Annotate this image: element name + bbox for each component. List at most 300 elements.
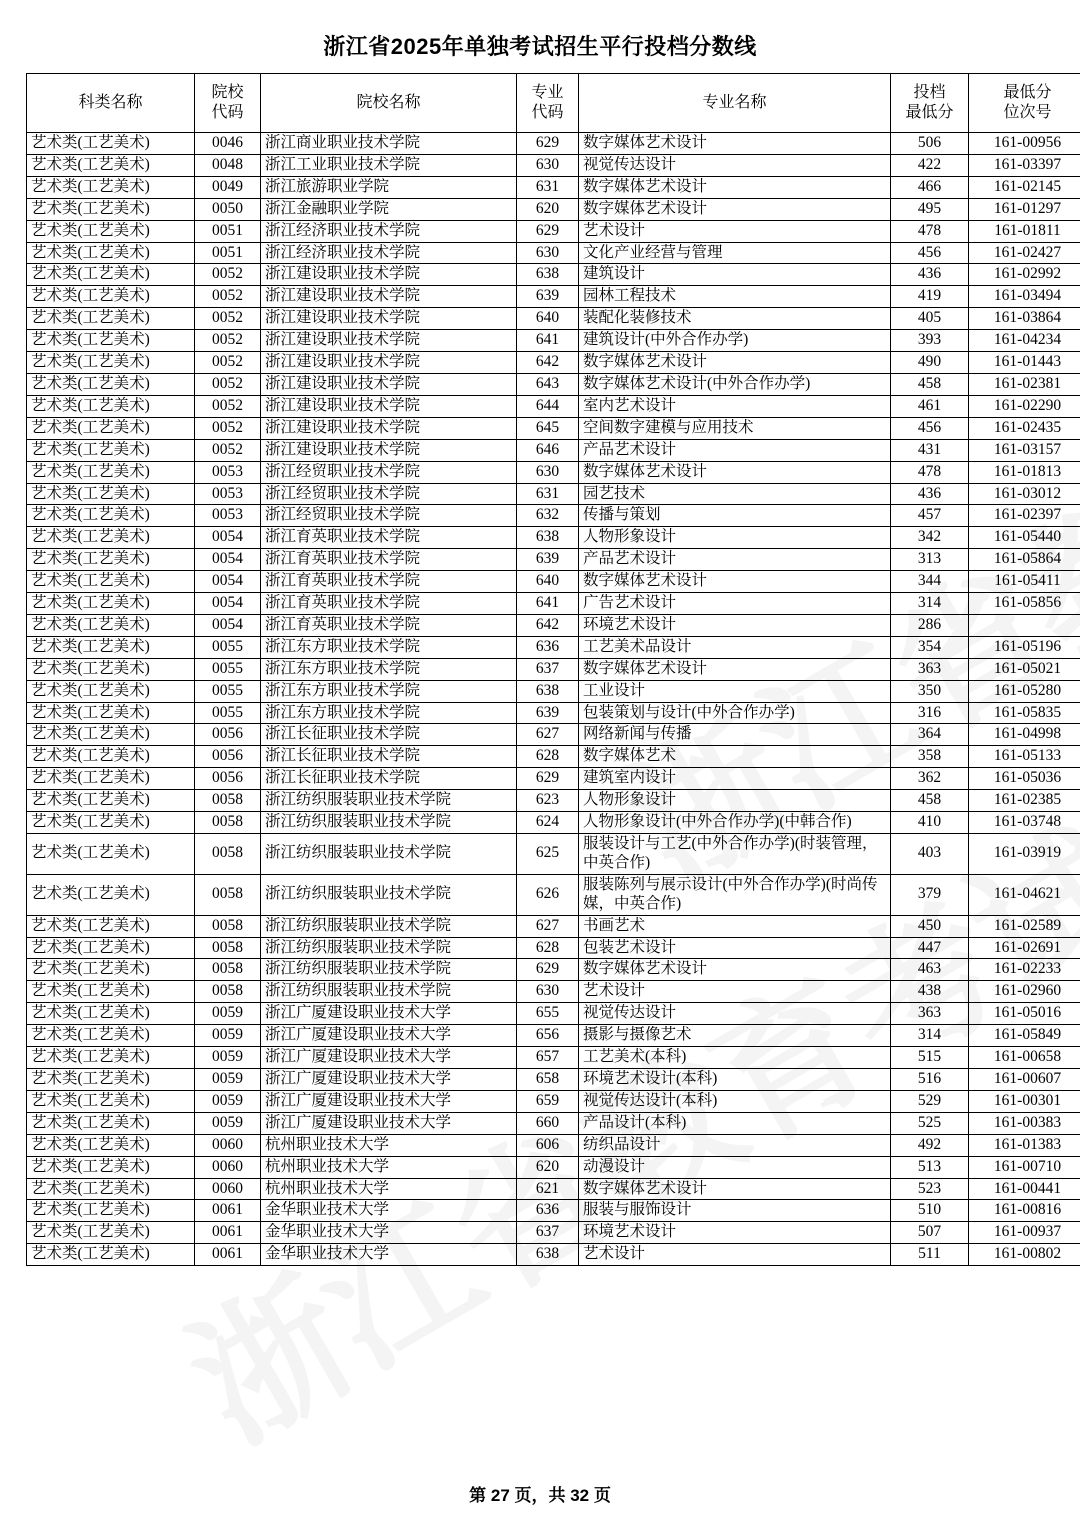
table-row (27, 768, 1080, 790)
cell-school-code: 0053 (195, 505, 261, 527)
cell-rank: 161-05036 (969, 768, 1080, 790)
cell-school-code: 0050 (195, 198, 261, 220)
cell-major-code: 638 (517, 527, 579, 549)
cell-rank: 161-05016 (969, 1003, 1080, 1025)
cell-school-name: 浙江经贸职业技术学院 (261, 483, 517, 505)
header-score-line1: 投档 (913, 84, 946, 102)
cell-score: 506 (891, 133, 969, 155)
cell-score: 525 (891, 1112, 969, 1134)
cell-school-code: 0058 (195, 937, 261, 959)
cell-school-code: 0056 (195, 746, 261, 768)
cell-major-code: 630 (517, 981, 579, 1003)
cell-school-name: 浙江长征职业技术学院 (261, 768, 517, 790)
cell-major-code: 638 (517, 264, 579, 286)
cell-major-name: 艺术设计 (579, 981, 891, 1003)
header-score-line2: 最低分 (905, 104, 954, 121)
cell-major-name: 园林工程技术 (579, 286, 891, 308)
cell-school-name: 浙江旅游职业学院 (261, 176, 517, 198)
cell-school-name: 浙江纺织服装职业技术学院 (261, 874, 517, 915)
table-row (27, 834, 1080, 875)
table-row (27, 352, 1080, 374)
cell-major-name: 文化产业经营与管理 (579, 242, 891, 264)
cell-score: 495 (891, 198, 969, 220)
cell-major-name: 工艺美术品设计 (579, 636, 891, 658)
cell-school-code: 0052 (195, 395, 261, 417)
cell-major-code: 644 (517, 395, 579, 417)
cell-school-name: 浙江经济职业技术学院 (261, 242, 517, 264)
cell-category: 艺术类(工艺美术) (27, 264, 195, 286)
table-row (27, 505, 1080, 527)
cell-category: 艺术类(工艺美术) (27, 746, 195, 768)
cell-school-code: 0052 (195, 264, 261, 286)
cell-school-name: 浙江建设职业技术学院 (261, 439, 517, 461)
cell-major-code: 628 (517, 746, 579, 768)
cell-school-name: 浙江广厦建设职业技术大学 (261, 1047, 517, 1069)
cell-major-code: 621 (517, 1178, 579, 1200)
cell-category: 艺术类(工艺美术) (27, 915, 195, 937)
cell-school-code: 0058 (195, 790, 261, 812)
page-footer: 第 27 页，共 32 页 (469, 1486, 611, 1505)
cell-score: 431 (891, 439, 969, 461)
cell-major-name: 产品设计(本科) (579, 1112, 891, 1134)
cell-major-code: 632 (517, 505, 579, 527)
cell-major-code: 631 (517, 176, 579, 198)
header-major-code (517, 74, 579, 133)
cell-category: 艺术类(工艺美术) (27, 483, 195, 505)
cell-major-code: 606 (517, 1134, 579, 1156)
cell-score: 463 (891, 959, 969, 981)
cell-major-name: 网络新闻与传播 (579, 724, 891, 746)
cell-score: 457 (891, 505, 969, 527)
cell-school-code: 0046 (195, 133, 261, 155)
cell-rank: 161-02145 (969, 176, 1080, 198)
cell-major-name: 数字媒体艺术设计 (579, 133, 891, 155)
cell-school-name: 杭州职业技术大学 (261, 1156, 517, 1178)
cell-score: 410 (891, 812, 969, 834)
cell-score: 422 (891, 154, 969, 176)
table-row (27, 1112, 1080, 1134)
cell-score: 403 (891, 834, 969, 875)
cell-score: 393 (891, 330, 969, 352)
cell-school-code: 0055 (195, 702, 261, 724)
cell-school-name: 浙江育英职业技术学院 (261, 593, 517, 615)
cell-rank: 161-05021 (969, 658, 1080, 680)
cell-major-name: 产品艺术设计 (579, 549, 891, 571)
cell-category: 艺术类(工艺美术) (27, 790, 195, 812)
cell-school-name: 浙江广厦建设职业技术大学 (261, 1090, 517, 1112)
cell-score: 478 (891, 220, 969, 242)
cell-major-name: 数字媒体艺术设计 (579, 198, 891, 220)
cell-major-name: 工业设计 (579, 680, 891, 702)
cell-major-code: 627 (517, 724, 579, 746)
cell-major-code: 646 (517, 439, 579, 461)
table-row (27, 812, 1080, 834)
cell-rank (969, 614, 1080, 636)
cell-school-code: 0052 (195, 330, 261, 352)
cell-school-name: 浙江东方职业技术学院 (261, 680, 517, 702)
cell-category: 艺术类(工艺美术) (27, 658, 195, 680)
cell-rank: 161-03864 (969, 308, 1080, 330)
table-row (27, 417, 1080, 439)
cell-score: 419 (891, 286, 969, 308)
cell-school-code: 0058 (195, 915, 261, 937)
cell-major-name: 数字媒体艺术设计(中外合作办学) (579, 373, 891, 395)
cell-school-name: 浙江长征职业技术学院 (261, 746, 517, 768)
cell-school-name: 浙江纺织服装职业技术学院 (261, 937, 517, 959)
cell-rank: 161-00802 (969, 1244, 1080, 1266)
cell-major-name: 数字媒体艺术设计 (579, 1178, 891, 1200)
cell-category: 艺术类(工艺美术) (27, 874, 195, 915)
cell-major-name: 视觉传达设计 (579, 154, 891, 176)
cell-school-name: 浙江东方职业技术学院 (261, 702, 517, 724)
table-row (27, 1047, 1080, 1069)
header-rank-line2: 位次号 (1003, 104, 1052, 121)
cell-score: 510 (891, 1200, 969, 1222)
cell-rank: 161-00441 (969, 1178, 1080, 1200)
cell-school-code: 0053 (195, 483, 261, 505)
cell-major-name: 人物形象设计(中外合作办学)(中韩合作) (579, 812, 891, 834)
cell-major-code: 639 (517, 286, 579, 308)
table-row (27, 724, 1080, 746)
cell-school-code: 0052 (195, 373, 261, 395)
cell-score: 314 (891, 1025, 969, 1047)
cell-school-name: 浙江广厦建设职业技术大学 (261, 1068, 517, 1090)
cell-major-name: 产品艺术设计 (579, 439, 891, 461)
table-row (27, 593, 1080, 615)
cell-major-code: 624 (517, 812, 579, 834)
cell-score: 354 (891, 636, 969, 658)
cell-school-code: 0052 (195, 417, 261, 439)
cell-rank: 161-00956 (969, 133, 1080, 155)
cell-category: 艺术类(工艺美术) (27, 133, 195, 155)
cell-school-name: 浙江广厦建设职业技术大学 (261, 1112, 517, 1134)
cell-major-name: 数字媒体艺术设计 (579, 658, 891, 680)
cell-school-name: 杭州职业技术大学 (261, 1134, 517, 1156)
cell-school-code: 0058 (195, 834, 261, 875)
cell-major-code: 657 (517, 1047, 579, 1069)
cell-rank: 161-03157 (969, 439, 1080, 461)
cell-major-code: 620 (517, 1156, 579, 1178)
cell-school-code: 0054 (195, 614, 261, 636)
cell-school-code: 0055 (195, 636, 261, 658)
table-row (27, 658, 1080, 680)
cell-major-name: 艺术设计 (579, 1244, 891, 1266)
cell-major-code: 638 (517, 1244, 579, 1266)
cell-category: 艺术类(工艺美术) (27, 286, 195, 308)
cell-major-name: 纺织品设计 (579, 1134, 891, 1156)
cell-category: 艺术类(工艺美术) (27, 1200, 195, 1222)
cell-school-name: 浙江经济职业技术学院 (261, 220, 517, 242)
cell-score: 450 (891, 915, 969, 937)
cell-rank: 161-02290 (969, 395, 1080, 417)
cell-major-code: 640 (517, 571, 579, 593)
cell-rank: 161-04998 (969, 724, 1080, 746)
cell-major-code: 630 (517, 154, 579, 176)
cell-category: 艺术类(工艺美术) (27, 1090, 195, 1112)
cell-rank: 161-02427 (969, 242, 1080, 264)
cell-category: 艺术类(工艺美术) (27, 154, 195, 176)
cell-score: 344 (891, 571, 969, 593)
cell-major-code: 625 (517, 834, 579, 875)
cell-major-name: 服装与服饰设计 (579, 1200, 891, 1222)
table-row (27, 571, 1080, 593)
table-row (27, 874, 1080, 915)
page-title: 浙江省2025年单独考试招生平行投档分数线 (323, 34, 757, 59)
cell-score: 478 (891, 461, 969, 483)
cell-rank: 161-02589 (969, 915, 1080, 937)
cell-category: 艺术类(工艺美术) (27, 1178, 195, 1200)
cell-major-name: 人物形象设计 (579, 790, 891, 812)
cell-major-name: 建筑设计 (579, 264, 891, 286)
cell-category: 艺术类(工艺美术) (27, 959, 195, 981)
cell-school-code: 0061 (195, 1244, 261, 1266)
cell-school-name: 浙江建设职业技术学院 (261, 352, 517, 374)
cell-score: 466 (891, 176, 969, 198)
table-row (27, 1134, 1080, 1156)
cell-school-name: 浙江纺织服装职业技术学院 (261, 834, 517, 875)
cell-major-name: 摄影与摄像艺术 (579, 1025, 891, 1047)
cell-rank: 161-02992 (969, 264, 1080, 286)
cell-score: 313 (891, 549, 969, 571)
cell-school-name: 金华职业技术大学 (261, 1200, 517, 1222)
cell-score: 492 (891, 1134, 969, 1156)
cell-major-code: 641 (517, 330, 579, 352)
table-row (27, 461, 1080, 483)
cell-major-code: 642 (517, 614, 579, 636)
header-rank-line1: 最低分 (1003, 84, 1052, 102)
cell-score: 358 (891, 746, 969, 768)
cell-major-code: 660 (517, 1112, 579, 1134)
table-row (27, 1090, 1080, 1112)
cell-school-code: 0051 (195, 242, 261, 264)
cell-major-name: 视觉传达设计(本科) (579, 1090, 891, 1112)
cell-major-code: 658 (517, 1068, 579, 1090)
cell-score: 286 (891, 614, 969, 636)
cell-school-code: 0052 (195, 439, 261, 461)
cell-category: 艺术类(工艺美术) (27, 198, 195, 220)
table-row (27, 373, 1080, 395)
cell-rank: 161-02381 (969, 373, 1080, 395)
table-row (27, 395, 1080, 417)
cell-rank: 161-02233 (969, 959, 1080, 981)
cell-school-name: 金华职业技术大学 (261, 1244, 517, 1266)
cell-rank: 161-03494 (969, 286, 1080, 308)
cell-school-code: 0059 (195, 1090, 261, 1112)
table-row (27, 242, 1080, 264)
cell-category: 艺术类(工艺美术) (27, 1156, 195, 1178)
cell-major-code: 636 (517, 636, 579, 658)
cell-major-code: 655 (517, 1003, 579, 1025)
cell-score: 363 (891, 1003, 969, 1025)
cell-score: 511 (891, 1244, 969, 1266)
cell-school-name: 浙江育英职业技术学院 (261, 614, 517, 636)
cell-rank: 161-05280 (969, 680, 1080, 702)
cell-major-name: 建筑室内设计 (579, 768, 891, 790)
cell-school-name: 浙江广厦建设职业技术大学 (261, 1003, 517, 1025)
cell-category: 艺术类(工艺美术) (27, 1112, 195, 1134)
table-row (27, 154, 1080, 176)
cell-major-code: 637 (517, 658, 579, 680)
cell-school-code: 0054 (195, 527, 261, 549)
cell-score: 405 (891, 308, 969, 330)
cell-category: 艺术类(工艺美术) (27, 439, 195, 461)
cell-score: 362 (891, 768, 969, 790)
cell-rank: 161-02435 (969, 417, 1080, 439)
cell-category: 艺术类(工艺美术) (27, 176, 195, 198)
cell-score: 436 (891, 483, 969, 505)
header-school-code (195, 74, 261, 133)
cell-category: 艺术类(工艺美术) (27, 549, 195, 571)
table-row (27, 915, 1080, 937)
header-school-code-line2: 代码 (211, 104, 244, 121)
cell-rank: 161-03397 (969, 154, 1080, 176)
table-row (27, 1222, 1080, 1244)
header-school-code-line1: 院校 (211, 84, 244, 102)
cell-rank: 161-00383 (969, 1112, 1080, 1134)
cell-major-name: 数字媒体艺术设计 (579, 571, 891, 593)
cell-major-code: 630 (517, 242, 579, 264)
cell-major-name: 园艺技术 (579, 483, 891, 505)
cell-category: 艺术类(工艺美术) (27, 330, 195, 352)
cell-school-code: 0054 (195, 571, 261, 593)
cell-school-name: 浙江纺织服装职业技术学院 (261, 812, 517, 834)
cell-major-code: 638 (517, 680, 579, 702)
cell-school-code: 0060 (195, 1134, 261, 1156)
header-major-name: 专业名称 (579, 74, 891, 133)
table-row (27, 959, 1080, 981)
cell-score: 447 (891, 937, 969, 959)
cell-score: 516 (891, 1068, 969, 1090)
cell-major-code: 659 (517, 1090, 579, 1112)
cell-rank: 161-03748 (969, 812, 1080, 834)
cell-major-name: 人物形象设计 (579, 527, 891, 549)
cell-school-name: 浙江东方职业技术学院 (261, 658, 517, 680)
cell-score: 438 (891, 981, 969, 1003)
cell-category: 艺术类(工艺美术) (27, 505, 195, 527)
cell-major-name: 传播与策划 (579, 505, 891, 527)
cell-rank: 161-05440 (969, 527, 1080, 549)
cell-category: 艺术类(工艺美术) (27, 636, 195, 658)
cell-score: 490 (891, 352, 969, 374)
cell-rank: 161-05856 (969, 593, 1080, 615)
cell-school-name: 浙江纺织服装职业技术学院 (261, 959, 517, 981)
cell-school-name: 浙江建设职业技术学院 (261, 373, 517, 395)
cell-rank: 161-00658 (969, 1047, 1080, 1069)
cell-major-name: 视觉传达设计 (579, 1003, 891, 1025)
cell-score: 458 (891, 790, 969, 812)
cell-school-name: 浙江经贸职业技术学院 (261, 505, 517, 527)
cell-major-code: 629 (517, 220, 579, 242)
table-row (27, 790, 1080, 812)
cell-major-code: 626 (517, 874, 579, 915)
table-row (27, 198, 1080, 220)
cell-rank: 161-02397 (969, 505, 1080, 527)
cell-school-code: 0052 (195, 308, 261, 330)
cell-major-name: 数字媒体艺术设计 (579, 352, 891, 374)
cell-rank: 161-05849 (969, 1025, 1080, 1047)
cell-score: 316 (891, 702, 969, 724)
cell-school-code: 0060 (195, 1178, 261, 1200)
table-row (27, 1025, 1080, 1047)
table-row (27, 1200, 1080, 1222)
cell-school-name: 浙江育英职业技术学院 (261, 571, 517, 593)
cell-rank: 161-01297 (969, 198, 1080, 220)
cell-major-name: 空间数字建模与应用技术 (579, 417, 891, 439)
table-row (27, 133, 1080, 155)
cell-school-name: 浙江建设职业技术学院 (261, 286, 517, 308)
cell-school-code: 0053 (195, 461, 261, 483)
cell-school-name: 浙江工业职业技术学院 (261, 154, 517, 176)
cell-rank: 161-05196 (969, 636, 1080, 658)
table-row (27, 680, 1080, 702)
cell-category: 艺术类(工艺美术) (27, 937, 195, 959)
cell-school-code: 0052 (195, 352, 261, 374)
cell-school-name: 浙江建设职业技术学院 (261, 330, 517, 352)
cell-major-name: 工艺美术(本科) (579, 1047, 891, 1069)
cell-school-code: 0060 (195, 1156, 261, 1178)
header-category: 科类名称 (27, 74, 195, 133)
cell-score: 515 (891, 1047, 969, 1069)
cell-major-name: 环境艺术设计 (579, 614, 891, 636)
cell-school-code: 0055 (195, 680, 261, 702)
cell-rank: 161-04234 (969, 330, 1080, 352)
cell-major-name: 数字媒体艺术设计 (579, 959, 891, 981)
cell-rank: 161-00937 (969, 1222, 1080, 1244)
cell-rank: 161-05835 (969, 702, 1080, 724)
cell-school-name: 浙江建设职业技术学院 (261, 417, 517, 439)
cell-category: 艺术类(工艺美术) (27, 1003, 195, 1025)
table-row (27, 439, 1080, 461)
cell-major-code: 637 (517, 1222, 579, 1244)
cell-rank: 161-02385 (969, 790, 1080, 812)
cell-major-name: 建筑设计(中外合作办学) (579, 330, 891, 352)
cell-major-code: 629 (517, 768, 579, 790)
cell-major-name: 数字媒体艺术 (579, 746, 891, 768)
table-row (27, 1068, 1080, 1090)
cell-school-code: 0052 (195, 286, 261, 308)
header-school-name: 院校名称 (261, 74, 517, 133)
cell-category: 艺术类(工艺美术) (27, 614, 195, 636)
table-body (27, 133, 1080, 1266)
cell-category: 艺术类(工艺美术) (27, 417, 195, 439)
cell-major-code: 643 (517, 373, 579, 395)
header-major-code-line1: 专业 (531, 84, 564, 102)
cell-score: 523 (891, 1178, 969, 1200)
cell-major-code: 620 (517, 198, 579, 220)
table-row (27, 1244, 1080, 1266)
cell-category: 艺术类(工艺美术) (27, 680, 195, 702)
cell-score: 436 (891, 264, 969, 286)
table-row (27, 286, 1080, 308)
cell-category: 艺术类(工艺美术) (27, 571, 195, 593)
cell-school-code: 0059 (195, 1047, 261, 1069)
cell-major-code: 629 (517, 959, 579, 981)
cell-major-name: 环境艺术设计 (579, 1222, 891, 1244)
cell-major-code: 623 (517, 790, 579, 812)
cell-school-name: 浙江长征职业技术学院 (261, 724, 517, 746)
cell-category: 艺术类(工艺美术) (27, 373, 195, 395)
cell-category: 艺术类(工艺美术) (27, 724, 195, 746)
cell-category: 艺术类(工艺美术) (27, 1068, 195, 1090)
cell-school-name: 浙江东方职业技术学院 (261, 636, 517, 658)
cell-major-code: 627 (517, 915, 579, 937)
cell-rank: 161-05411 (969, 571, 1080, 593)
cell-major-name: 广告艺术设计 (579, 593, 891, 615)
cell-category: 艺术类(工艺美术) (27, 1222, 195, 1244)
table-row (27, 220, 1080, 242)
table-row (27, 702, 1080, 724)
cell-major-code: 629 (517, 133, 579, 155)
